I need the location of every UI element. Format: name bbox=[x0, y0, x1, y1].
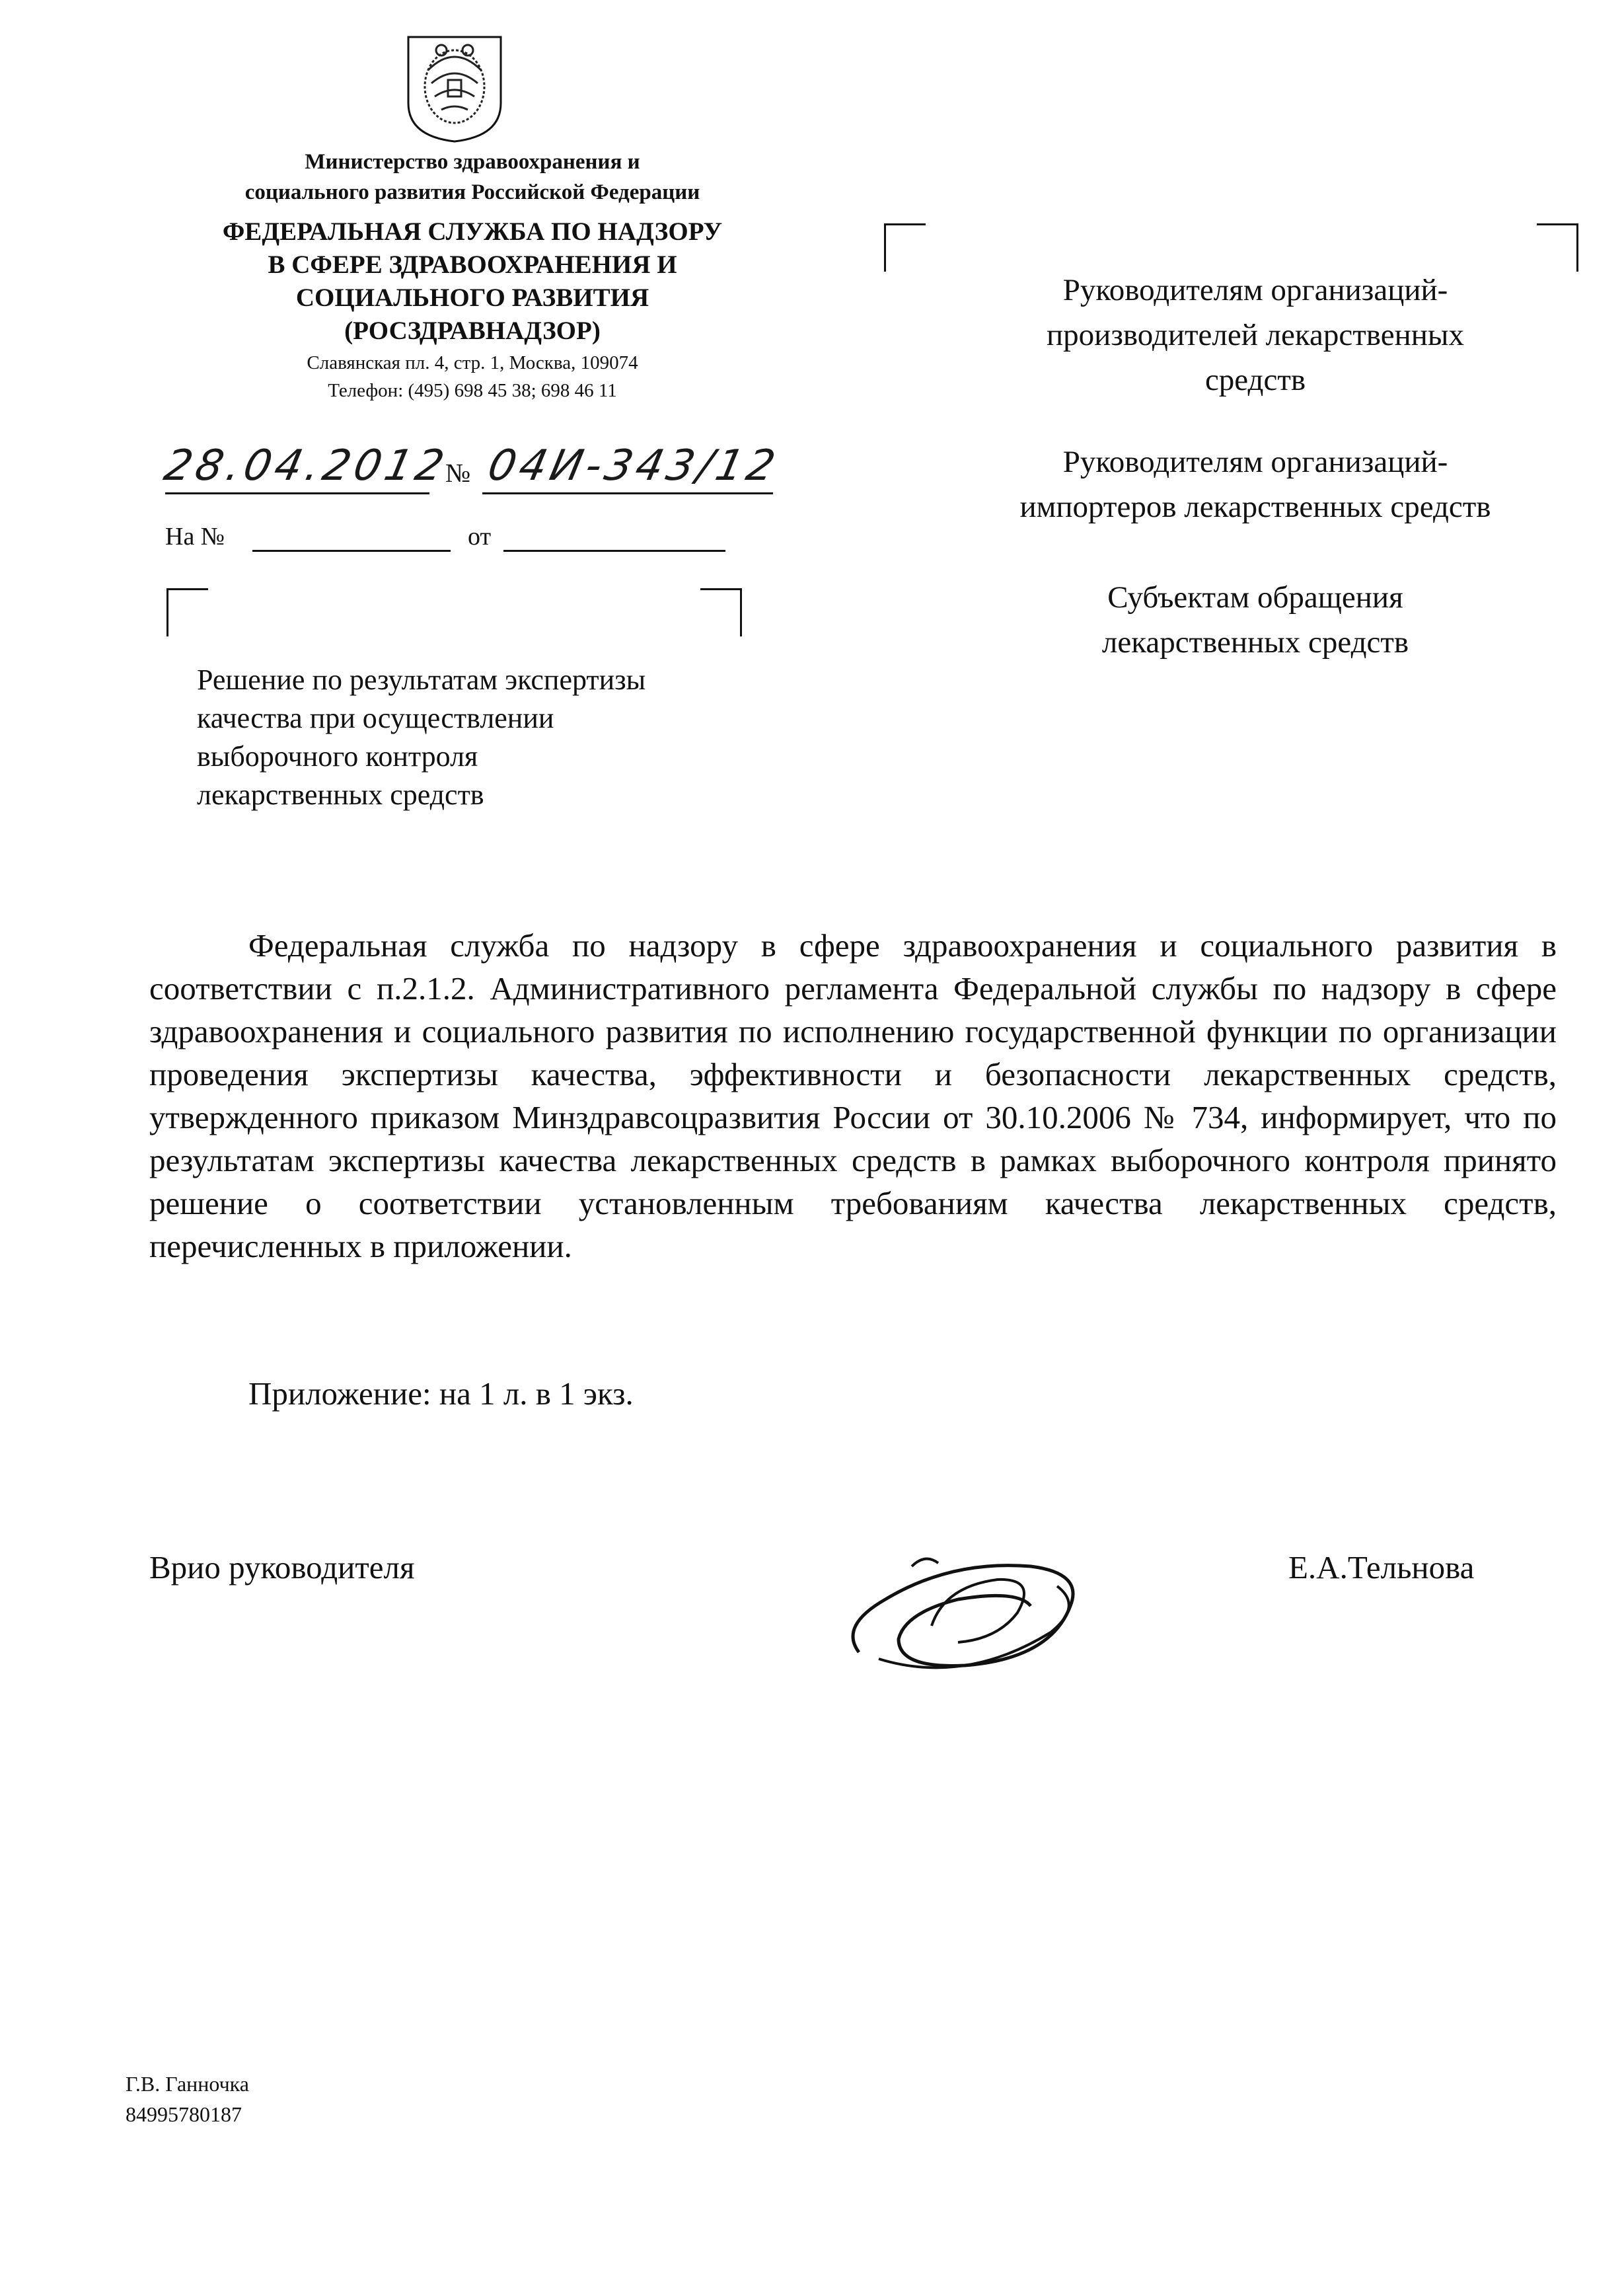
executor-phone: 84995780187 bbox=[126, 2102, 242, 2126]
recipient-line: Руководителям организаций- bbox=[1062, 273, 1448, 307]
ref-label: На № bbox=[165, 523, 225, 551]
signer-title: Врио руководителя bbox=[149, 1549, 415, 1585]
body-paragraph: Федеральная служба по надзору в сфере здравоохранения и социального развития в соответствии с п.2.1.2. Административного регламента Федеральной службы по надзору в сфере здравоохранения и социального развития по исполнению государственной функции по организации проведения экспертизы качества, эффективности и безопасности лекарственных средств, утвержденного приказом Минздравсоцразвития России от 30.10.2006 № 734, информирует, что по результатам экспертизы качества лекарственных средств в рамках выборочного контроля принято решение о соответствии установленным требованиям качества лекарственных средств, перечисленных в приложении. bbox=[149, 927, 1557, 1264]
recipient-corner-left bbox=[884, 223, 926, 272]
number-sign: № bbox=[445, 458, 471, 488]
attachment-note: Приложение: на 1 л. в 1 экз. bbox=[248, 1375, 634, 1412]
number-underline bbox=[482, 492, 773, 494]
ministry-line: социального развития Российской Федерации bbox=[244, 180, 700, 204]
registration-date: 28.04.2012 bbox=[160, 441, 453, 490]
from-label: от bbox=[468, 523, 492, 551]
coat-of-arms-emblem bbox=[395, 24, 514, 144]
subject-block bbox=[197, 661, 792, 814]
recipient-line: средств bbox=[1204, 363, 1306, 397]
agency-line: (РОСЗДРАВНАДЗОР) bbox=[344, 317, 601, 345]
recipient-line: Субъектам обращения bbox=[1107, 580, 1403, 615]
ref-blank bbox=[252, 550, 451, 552]
agency-phone: Телефон: (495) 698 45 38; 698 46 11 bbox=[328, 380, 617, 401]
recipient-line: лекарственных средств bbox=[1101, 625, 1409, 660]
subject-line: выборочного контроля bbox=[197, 740, 478, 773]
recipient-line: производителей лекарственных bbox=[1047, 318, 1464, 352]
agency-header bbox=[132, 215, 813, 348]
subject-line: Решение по результатам экспертизы bbox=[197, 664, 646, 696]
recipient-corner-right bbox=[1537, 223, 1578, 272]
signer-name: Е.А.Тельнова bbox=[1288, 1549, 1475, 1585]
agency-line: В СФЕРЕ ЗДРАВООХРАНЕНИЯ И bbox=[268, 250, 677, 279]
handwritten-signature bbox=[832, 1527, 1110, 1699]
recipient-importers bbox=[912, 439, 1599, 529]
subject-corner-left bbox=[166, 588, 208, 636]
executor-name: Г.В. Ганночка bbox=[126, 2072, 249, 2096]
subject-line: лекарственных средств bbox=[197, 779, 484, 811]
registration-number: 04И-343/12 bbox=[484, 441, 784, 490]
recipient-producers bbox=[912, 268, 1599, 402]
from-blank bbox=[503, 550, 725, 552]
subject-line: качества при осуществлении bbox=[197, 702, 554, 734]
reference-line bbox=[165, 522, 826, 555]
recipient-line: Руководителям организаций- bbox=[1062, 445, 1448, 479]
agency-address: Славянская пл. 4, стр. 1, Москва, 109074 bbox=[307, 352, 638, 373]
agency-line: ФЕДЕРАЛЬНАЯ СЛУЖБА ПО НАДЗОРУ bbox=[222, 217, 723, 246]
agency-line: СОЦИАЛЬНОГО РАЗВИТИЯ bbox=[295, 284, 649, 312]
executor-block bbox=[126, 2069, 249, 2129]
recipient-line: импортеров лекарственных средств bbox=[1019, 490, 1491, 524]
date-underline bbox=[165, 492, 429, 494]
ministry-header bbox=[132, 147, 813, 208]
recipient-subjects bbox=[912, 575, 1599, 665]
subject-corner-right bbox=[700, 588, 742, 636]
agency-contacts bbox=[132, 349, 813, 404]
ministry-line: Министерство здравоохранения и bbox=[305, 150, 640, 174]
